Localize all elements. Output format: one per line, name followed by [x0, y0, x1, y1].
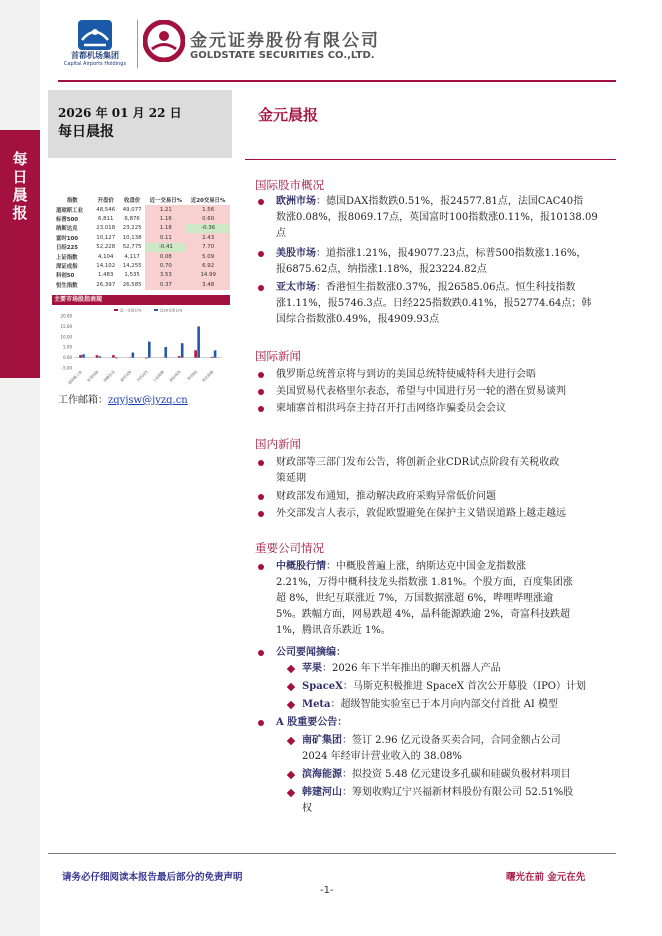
section-title-company: 重要公司情况	[255, 541, 324, 555]
item-label: 亚太市场	[276, 282, 316, 293]
diamond-icon	[287, 701, 295, 709]
table-cell: 1.16	[145, 214, 186, 223]
x-tick-label: 深证成指	[168, 369, 182, 383]
company-name-en: GOLDSTATE SECURITIES CO.,LTD.	[190, 50, 375, 61]
legend-label: 近20交易日%	[160, 308, 183, 313]
list-item	[276, 280, 591, 328]
daily-report-title: 每日晨报	[58, 124, 114, 140]
logo-separator	[137, 20, 138, 68]
table-cell: 富时100	[56, 235, 79, 242]
concept-stocks-item	[276, 559, 573, 639]
list-item	[276, 246, 586, 278]
table-cell: 26,585	[122, 281, 142, 288]
item-text: ：香港恒生指数涨0.37%，报26585.06点。恒生科技指数	[316, 282, 576, 293]
item-label: 美股市场	[276, 248, 316, 259]
a-share-item	[302, 785, 573, 817]
item-text: 2.21%，万得中概科技龙头指数涨 1.81%。个股方面，百度集团涨	[276, 577, 573, 588]
x-tick-label: 上证指数	[152, 369, 166, 383]
item-text: ：筹划收购辽宁兴福新材料股份有限公司 52.51%股	[342, 787, 574, 798]
news-text: 财政部等三部门发布公告，将创新企业CDR试点阶段有关税收政	[276, 457, 560, 468]
item-label: 韩建河山	[302, 787, 342, 798]
table-header-cell: 收盘价	[124, 197, 141, 204]
item-label: 滨海能源	[302, 769, 342, 780]
table-row	[52, 261, 230, 270]
chart-caption: 主要市场股指表现	[52, 295, 230, 305]
item-text: ：中概股普遍上涨，纳斯达克中国金龙指数涨	[326, 561, 526, 572]
item-text: ：德国DAX指数跌0.51%，报24577.81点，法国CAC40指	[316, 196, 584, 207]
x-tick-label: 标普500	[86, 369, 100, 383]
table-cell: 1.56	[186, 205, 230, 214]
table-cell: 14.99	[186, 271, 230, 280]
table-cell: 1.21	[145, 205, 186, 214]
table-header-cell: 近20交易日%	[190, 197, 226, 204]
y-tick-label: 0.00	[63, 355, 72, 361]
item-text: 超 8%，世纪互联涨近 7%，万国数据涨超 6%，哔哩哔哩涨逾	[276, 593, 554, 604]
bar	[178, 356, 181, 357]
table-cell: 3.53	[145, 271, 186, 280]
bar	[164, 347, 167, 358]
y-tick-label: 10.00	[60, 334, 72, 340]
item-text: ：拟投资 5.48 亿元建设多孔碳和硅碳负极材料项目	[342, 769, 571, 780]
bullet-icon	[258, 389, 264, 395]
bar	[194, 350, 197, 357]
item-text: 国综合指数涨0.49%，报4909.93点	[276, 314, 440, 325]
table-row	[52, 233, 230, 242]
vertical-title	[0, 150, 40, 222]
bar	[79, 355, 82, 358]
table-cell: 6.92	[186, 261, 230, 270]
table-cell: 0.08	[145, 252, 186, 261]
bullet-icon	[258, 720, 264, 726]
y-tick-label: 15.00	[60, 323, 72, 329]
bar	[82, 354, 85, 357]
diamond-icon	[287, 771, 295, 779]
table-cell: 0.37	[145, 280, 186, 289]
table-row	[52, 205, 230, 214]
report-date: 2026 年 01 月 22 日	[58, 106, 182, 120]
table-cell: 4,104	[97, 253, 114, 260]
vertical-title-char: 报	[12, 204, 28, 222]
bar	[96, 355, 99, 357]
a-share-title: A 股重要公告：	[276, 717, 348, 728]
table-cell: 52,228	[96, 244, 116, 251]
table-cell: 10,127	[96, 234, 116, 241]
bar	[145, 358, 148, 359]
diamond-icon	[287, 789, 295, 797]
table-cell: 4,117	[124, 253, 140, 260]
table-cell: 14,255	[122, 263, 142, 270]
x-tick-label: 纳斯达克	[102, 369, 116, 383]
table-cell: 49,077	[122, 206, 142, 213]
airport-group-name: 首都机场集团	[71, 51, 119, 60]
legend-swatch	[114, 309, 118, 311]
item-text: 点	[276, 228, 286, 239]
bullet-icon	[258, 372, 264, 378]
a-share-item	[302, 733, 561, 765]
item-text: ：超级智能实验室已于本月向内部交付首批 AI 模型	[330, 699, 559, 710]
bar	[211, 357, 214, 358]
item-text: ：马斯克积极推进 SpaceX 首次公开募股（IPO）计划	[342, 681, 586, 692]
table-row	[52, 280, 230, 289]
item-text: 1%，腾讯音乐跌近 1%。	[276, 625, 391, 636]
bar	[115, 358, 118, 359]
table-header-cell: 开盘价	[97, 197, 114, 204]
y-tick-label: -5.00	[61, 365, 72, 371]
bullet-icon	[258, 199, 264, 205]
airport-group-name-en: Capital Airports Holdings	[63, 61, 127, 67]
bar	[112, 355, 115, 357]
table-cell: 2.43	[186, 233, 230, 242]
item-text: 涨1.11%，报5746.3点。日经225指数跌0.41%，报52774.64点；韩	[276, 298, 592, 309]
news-item: 俄罗斯总统普京将与到访的美国总统特使威特科夫进行会晤	[276, 369, 536, 380]
table-cell: 道琼斯工业	[56, 207, 83, 214]
table-row	[52, 243, 230, 252]
bullet-icon	[258, 251, 264, 257]
company-name-cn: 金元证券股份有限公司	[190, 31, 380, 51]
a-share-item	[302, 767, 571, 783]
table-cell: 0.60	[186, 214, 230, 223]
company-slogan: 曙光在前 金元在先	[506, 872, 586, 883]
bar	[197, 326, 200, 357]
list-item	[276, 194, 598, 242]
bullet-icon	[258, 460, 264, 466]
vertical-title-char: 每	[12, 150, 28, 168]
table-cell: 标普500	[56, 217, 79, 224]
diamond-icon	[287, 737, 295, 745]
item-label: 中概股行情	[276, 561, 326, 572]
x-tick-label: 科创50	[186, 369, 199, 382]
footer-rule	[48, 853, 616, 854]
email-link[interactable]: zqyjsw@jyzq.cn	[108, 395, 188, 406]
table-cell: 0.11	[145, 233, 186, 242]
item-text: ：道指涨1.21%，报49077.23点，标普500指数涨1.16%，	[316, 248, 587, 259]
section-title-intl-news: 国际新闻	[255, 349, 301, 363]
item-text: 2024 年经审计营业收入的 38.08%	[302, 751, 462, 762]
table-cell: 深证成指	[56, 264, 78, 271]
bullet-icon	[258, 494, 264, 500]
item-label: 欧洲市场	[276, 196, 316, 207]
x-tick-label: 富时100	[119, 369, 133, 383]
page-number: -1-	[320, 885, 334, 896]
bar	[132, 353, 135, 358]
legend-label: 近一交易日%	[120, 308, 142, 313]
index-performance-chart	[52, 306, 230, 392]
table-cell: 恒生指数	[56, 282, 78, 289]
index-table	[52, 194, 230, 290]
bar	[181, 343, 184, 357]
table-cell: 1,535	[124, 272, 140, 279]
item-text: 5%。跌幅方面，网易跌超 4%，晶科能源跌逾 2%，奇富科技跌超	[276, 609, 570, 620]
table-cell: 10,138	[122, 234, 142, 241]
title-rule	[245, 159, 616, 160]
vertical-title-char: 日	[12, 168, 28, 186]
work-email	[58, 391, 188, 406]
table-cell: 1.18	[145, 224, 186, 233]
table-cell: 6,811	[97, 216, 114, 223]
highlight-item	[302, 661, 501, 677]
bar	[99, 356, 102, 357]
table-cell: -0.41	[145, 243, 186, 252]
bullet-icon	[258, 650, 264, 656]
table-cell: 6,876	[124, 216, 140, 223]
table-cell: 7.70	[186, 243, 230, 252]
news-item	[276, 455, 559, 487]
item-label: SpaceX	[302, 681, 343, 692]
disclaimer-notice: 请务必仔细阅读本报告最后部分的免责声明	[62, 872, 243, 883]
table-cell: 52,775	[122, 244, 142, 251]
bullet-icon	[258, 285, 264, 291]
table-cell: 5.09	[186, 252, 230, 261]
news-item: 柬埔寨首相洪玛奈主持召开打击网络诈骗委员会会议	[276, 403, 506, 414]
goldstate-logo	[143, 20, 185, 62]
table-row	[52, 271, 230, 280]
item-label: Meta	[302, 699, 331, 710]
table-header-cell: 近一交易日%	[149, 197, 183, 204]
table-cell: 14,102	[96, 263, 116, 270]
table-cell: 3.48	[186, 280, 230, 289]
report-title: 金元晨报	[258, 106, 319, 124]
table-cell: 48,546	[96, 206, 116, 213]
highlights-title: 公司要闻摘编：	[276, 647, 346, 658]
bar	[214, 350, 217, 357]
table-row	[52, 224, 230, 233]
item-label: 南矿集团	[302, 735, 342, 746]
news-item: 财政部发布通知，推动解决政府采购异常低价问题	[276, 491, 496, 502]
item-text: ：2026 年下半年推出的聊天机器人产品	[322, 663, 501, 674]
item-label: 苹果	[302, 663, 322, 674]
highlight-item	[302, 697, 558, 713]
table-cell: 26,397	[96, 281, 116, 288]
bullet-icon	[258, 511, 264, 517]
x-tick-label: 道琼斯工业	[67, 369, 83, 386]
bullet-icon	[258, 564, 264, 570]
table-cell: 纳斯达克	[56, 226, 78, 233]
item-text: ：签订 2.96 亿元设备买卖合同，合同金额占公司	[342, 735, 561, 746]
bullet-icon	[258, 406, 264, 412]
table-header-row	[52, 194, 230, 205]
index-table-grid	[52, 194, 230, 290]
news-text: 策延期	[276, 473, 306, 484]
email-label: 工作邮箱：	[58, 395, 108, 406]
table-cell: 上证指数	[56, 254, 78, 261]
diamond-icon	[287, 683, 295, 691]
vertical-title-char: 晨	[12, 186, 28, 204]
table-cell: 1,483	[97, 272, 114, 279]
item-text: 权	[302, 803, 312, 814]
header-rule	[58, 80, 616, 82]
item-text: 报6875.62点，纳指涨1.18%，报23224.82点	[276, 264, 487, 275]
table-cell: -0.36	[186, 224, 230, 233]
legend-swatch	[154, 309, 158, 311]
news-item: 美国贸易代表格里尔表态，希望与中国进行另一轮的潜在贸易谈判	[276, 386, 566, 397]
section-title-domestic-news: 国内新闻	[255, 437, 301, 451]
x-tick-label: 恒生指数	[201, 369, 215, 383]
highlight-item	[302, 679, 586, 695]
table-cell: 日经225	[56, 245, 79, 252]
table-cell: 科创50	[56, 273, 75, 280]
diamond-icon	[287, 665, 295, 673]
table-row	[52, 252, 230, 261]
table-cell: 23,018	[96, 225, 116, 232]
y-tick-label: 5.00	[63, 344, 72, 350]
news-item: 外交部发言人表示，敦促欧盟避免在保护主义错误道路上越走越远	[276, 508, 566, 519]
item-text: 数涨0.08%，报8069.17点，英国富时100指数涨0.11%，报10138.09	[276, 212, 598, 223]
table-header-cell: 指数	[66, 197, 78, 204]
table-cell: 0.70	[145, 261, 186, 270]
table-cell: 23,225	[122, 225, 142, 232]
section-title-intl-market: 国际股市概况	[255, 178, 324, 192]
y-tick-label: 20.00	[60, 313, 72, 319]
table-row	[52, 214, 230, 223]
bar	[148, 342, 151, 358]
x-tick-label: 日经225	[135, 369, 149, 383]
